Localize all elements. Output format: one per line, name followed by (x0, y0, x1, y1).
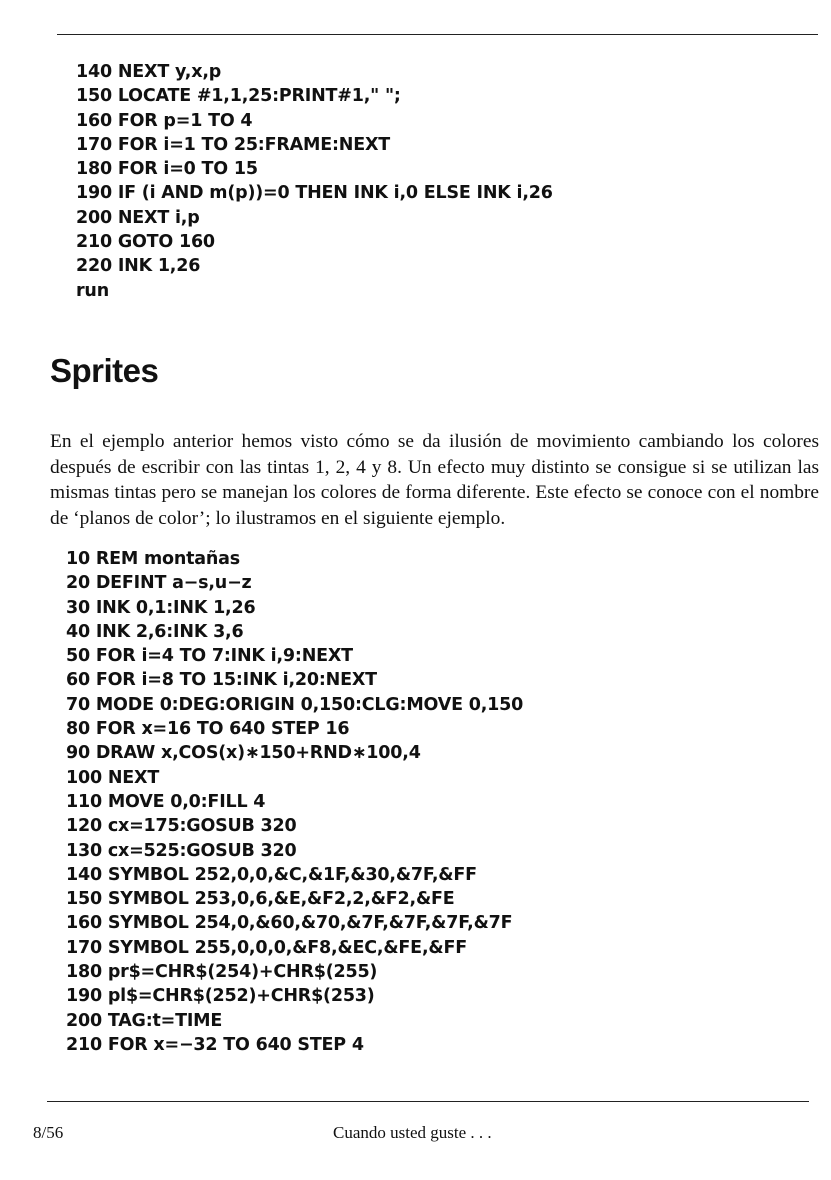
bottom-rule (47, 1101, 809, 1102)
code-line: 130 cx=525:GOSUB 320 (66, 840, 297, 861)
code-line: 170 SYMBOL 255,0,0,0,&F8,&EC,&FE,&FF (66, 937, 467, 958)
code-line: 90 DRAW x,COS(x)∗150+RND∗100,4 (66, 743, 421, 764)
code-line: 80 FOR x=16 TO 640 STEP 16 (66, 719, 350, 740)
code-line: 210 GOTO 160 (76, 232, 215, 253)
code-line: 100 NEXT (66, 767, 160, 788)
code-line: 190 pl$=CHR$(252)+CHR$(253) (66, 986, 375, 1007)
code-listing-top (76, 60, 553, 303)
code-line: 170 FOR i=1 TO 25:FRAME:NEXT (76, 134, 390, 155)
code-line: 150 LOCATE #1,1,25:PRINT#1," "; (76, 86, 401, 107)
section-title: Sprites (50, 352, 159, 389)
code-listing-bottom (66, 547, 523, 1057)
code-line: run (76, 280, 109, 301)
top-rule (57, 34, 818, 35)
body-paragraph: En el ejemplo anterior hemos visto cómo se da ilusión de movimiento cambiando los colores después de escribir con las tintas 1, 2, 4 y 8. Un efecto muy distinto se consigue si se utilizan las mismas tintas pero se manejan los colores de forma diferente. Este efecto se conoce con el nombre de ‘planos de color’; lo ilustramos en el siguiente ejemplo. (50, 431, 819, 530)
page-number: 8/56 (33, 1123, 64, 1142)
code-line: 120 cx=175:GOSUB 320 (66, 816, 297, 837)
running-footer-title: Cuando usted guste . . . (333, 1123, 492, 1142)
code-line: 160 SYMBOL 254,0,&60,&70,&7F,&7F,&7F,&7F (66, 913, 513, 934)
code-line: 200 TAG:t=TIME (66, 1010, 223, 1031)
code-line: 30 INK 0,1:INK 1,26 (66, 597, 256, 618)
code-line: 200 NEXT i,p (76, 207, 200, 228)
code-line: 50 FOR i=4 TO 7:INK i,9:NEXT (66, 646, 353, 667)
code-line: 110 MOVE 0,0:FILL 4 (66, 791, 266, 812)
code-line: 140 SYMBOL 252,0,0,&C,&1F,&30,&7F,&FF (66, 864, 477, 885)
code-line: 60 FOR i=8 TO 15:INK i,20:NEXT (66, 670, 377, 691)
code-line: 190 IF (i AND m(p))=0 THEN INK i,0 ELSE INK i,26 (76, 183, 553, 204)
code-line: 140 NEXT y,x,p (76, 62, 222, 82)
code-line: 70 MODE 0:DEG:ORIGIN 0,150:CLG:MOVE 0,150 (66, 694, 524, 715)
code-line: 40 INK 2,6:INK 3,6 (66, 621, 244, 642)
code-line: 150 SYMBOL 253,0,6,&E,&F2,2,&F2,&FE (66, 889, 455, 910)
code-line: 160 FOR p=1 TO 4 (76, 110, 253, 131)
code-line: 180 pr$=CHR$(254)+CHR$(255) (66, 962, 378, 983)
code-line: 180 FOR i=0 TO 15 (76, 159, 258, 180)
code-line: 10 REM montañas (66, 549, 240, 569)
code-line: 20 DEFINT a−s,u−z (66, 573, 252, 594)
code-line: 220 INK 1,26 (76, 256, 201, 277)
code-line: 210 FOR x=−32 TO 640 STEP 4 (66, 1034, 364, 1055)
